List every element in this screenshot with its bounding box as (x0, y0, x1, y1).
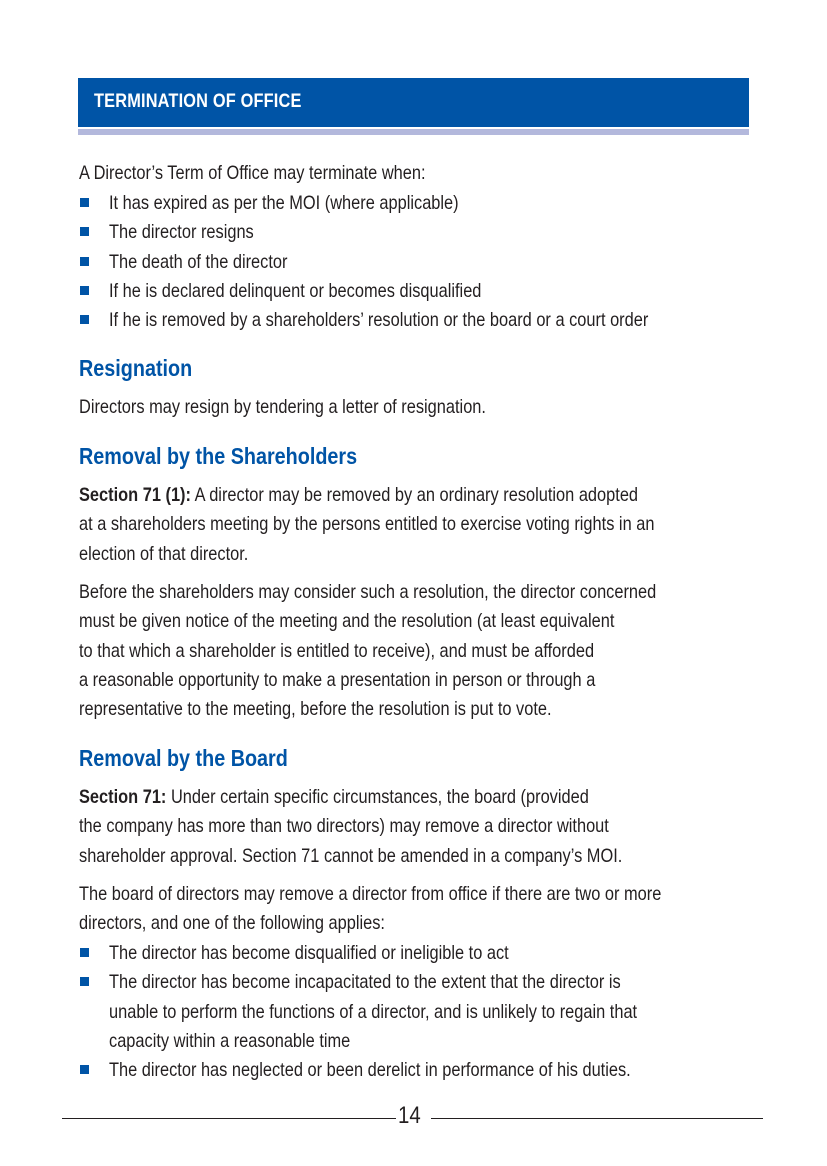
banner-underline (78, 129, 749, 135)
section-label: Section 71: (79, 786, 167, 808)
para-line: directors, and one of the following applies: (79, 912, 385, 935)
heading-removal-board: Removal by the Board (79, 745, 288, 771)
para-line: representative to the meeting, before the resolution is put to vote. (79, 698, 552, 721)
square-bullet-icon (80, 1065, 89, 1074)
para-line: the company has more than two directors) may remove a director without (79, 815, 609, 838)
section-label: Section 71 (1): (79, 484, 191, 506)
square-bullet-icon (80, 948, 89, 957)
board-section-para (79, 783, 622, 871)
square-bullet-icon (80, 315, 89, 324)
para-line: to that which a shareholder is entitled to receive), and must be afforded (79, 639, 595, 662)
square-bullet-icon (80, 286, 89, 295)
shareholders-notice-para (79, 578, 656, 724)
para-line: a reasonable opportunity to make a presentation in person or through a (79, 668, 596, 691)
footer-rule-left (62, 1118, 396, 1119)
para-line: must be given notice of the meeting and the resolution (at least equivalent (79, 610, 615, 633)
para-line: Section 71 (1): A director may be removed by an ordinary resolution adopted (79, 484, 639, 506)
board-conditions-list (79, 939, 738, 1085)
para-line: election of that director. (79, 542, 249, 565)
para-line: Before the shareholders may consider such a resolution, the director concerned (79, 581, 657, 603)
square-bullet-icon (80, 198, 89, 207)
para-line: shareholder approval. Section 71 cannot be amended in a company’s MOI. (79, 844, 623, 867)
resignation-body: Directors may resign by tendering a letter of resignation. (79, 396, 486, 418)
board-conditions-para (79, 880, 661, 939)
termination-list (79, 189, 751, 335)
list-item: The director resigns (79, 218, 751, 247)
page-number: 14 (398, 1102, 421, 1129)
square-bullet-icon (80, 257, 89, 266)
footer-rule-right (431, 1118, 763, 1119)
heading-removal-shareholders: Removal by the Shareholders (79, 443, 358, 469)
heading-resignation: Resignation (79, 355, 193, 381)
shareholders-section-para (79, 481, 654, 569)
list-item: The director has become incapacitated to the extent that the director is unable to perform the functions of a director, and is unlikely to regain that capacity within a reasonable time (79, 968, 738, 1056)
list-item: The director has become disqualified or ineligible to act (79, 939, 738, 968)
section-banner (78, 78, 749, 127)
para-line: Section 71: Under certain specific circumstances, the board (provided (79, 786, 589, 808)
list-item: The director has neglected or been derelict in performance of his duties. (79, 1056, 738, 1085)
para-line: at a shareholders meeting by the persons entitled to exercise voting rights in an (79, 513, 655, 536)
list-item: If he is removed by a shareholders’ resolution or the board or a court order (79, 306, 751, 335)
list-item: If he is declared delinquent or becomes disqualified (79, 277, 751, 306)
list-item: It has expired as per the MOI (where applicable) (79, 189, 751, 218)
list-item: The death of the director (79, 248, 751, 277)
intro-lead: A Director’s Term of Office may terminate when: (79, 162, 426, 184)
para-line: The board of directors may remove a director from office if there are two or more (79, 883, 662, 905)
banner-title: TERMINATION OF OFFICE (94, 91, 302, 112)
square-bullet-icon (80, 227, 89, 236)
square-bullet-icon (80, 977, 89, 986)
